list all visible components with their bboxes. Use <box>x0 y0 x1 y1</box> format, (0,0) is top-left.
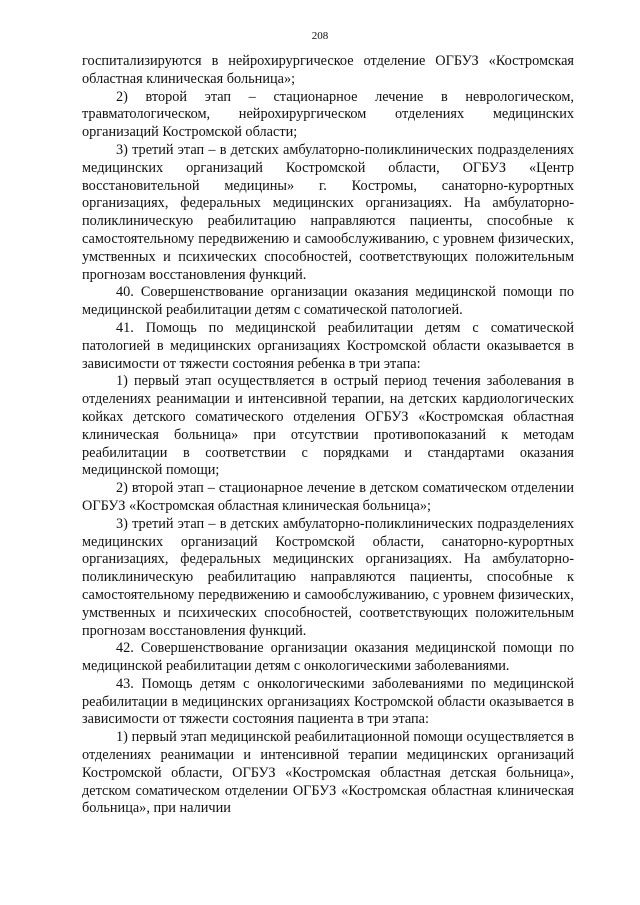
document-body <box>82 53 574 818</box>
paragraph: 1) первый этап медицинской реабилитационной помощи осуществляется в отделениях реанимации и интенсивной терапии медицинских организаций Костромской области, ОГБУЗ «Костромская областная детская больница», детском соматическом отделении ОГБУЗ «Костромская областная клиническая больница», при наличии <box>82 729 574 817</box>
paragraph: госпитализируются в нейрохирургическое отделение ОГБУЗ «Костромская областная клиническая больница»; <box>82 53 574 87</box>
paragraph: 3) третий этап – в детских амбулаторно-поликлинических подразделениях медицинских организаций Костромской области, санаторно-курортных организациях, федеральных медицинских организациях. На амбулаторно-поликлиническую реабилитацию направляются пациенты, способные к самостоятельному передвижению и самообслуживанию, с уровнем физических, умственных и психических способностей, соответствующих положительным прогнозам восстановления функций. <box>82 515 574 639</box>
paragraph: 42. Совершенствование организации оказания медицинской помощи по медицинской реабилитации детям с онкологическими заболеваниями. <box>82 640 574 675</box>
paragraph: 3) третий этап – в детских амбулаторно-поликлинических подразделениях медицинских организаций Костромской области, ОГБУЗ «Центр восстановительной медицины» г. Костромы, санаторно-курортных организациях, федеральных медицинских организациях. На амбулаторно-поликлиническую реабилитацию направляются пациенты, способные к самостоятельному передвижению и самообслуживанию, с уровнем физических, умственных и психических способностей, соответствующих положительным прогнозам восстановления функций. <box>82 141 574 283</box>
paragraph: 43. Помощь детям с онкологическими заболеваниями по медицинской реабилитации в медицинских организациях Костромской области оказывается в зависимости от тяжести состояния пациента в три этапа: <box>82 675 574 728</box>
page-number: 208 <box>311 30 329 42</box>
paragraph: 41. Помощь по медицинской реабилитации детям с соматической патологией в медицинских организациях Костромской области оказывается в зависимости от тяжести состояния ребенка в три этапа: <box>82 319 574 372</box>
paragraph: 40. Совершенствование организации оказания медицинской помощи по медицинской реабилитации детям с соматической патологией. <box>82 284 574 319</box>
paragraph: 2) второй этап – стационарное лечение в неврологическом, травматологическом, нейрохирургическом отделениях медицинских организаций Костромской области; <box>82 88 574 141</box>
paragraph: 1) первый этап осуществляется в острый период течения заболевания в отделениях реанимации и интенсивной терапии, на детских кардиологических койках детского соматического отделения ОГБУЗ «Костромская областная клиническая больница» при отсутствии противопоказаний к методам реабилитации в соответствии с порядками и стандартами оказания медицинской помощи; <box>82 373 574 479</box>
paragraph: 2) второй этап – стационарное лечение в детском соматическом отделении ОГБУЗ «Костромская областная клиническая больница»; <box>82 480 574 514</box>
